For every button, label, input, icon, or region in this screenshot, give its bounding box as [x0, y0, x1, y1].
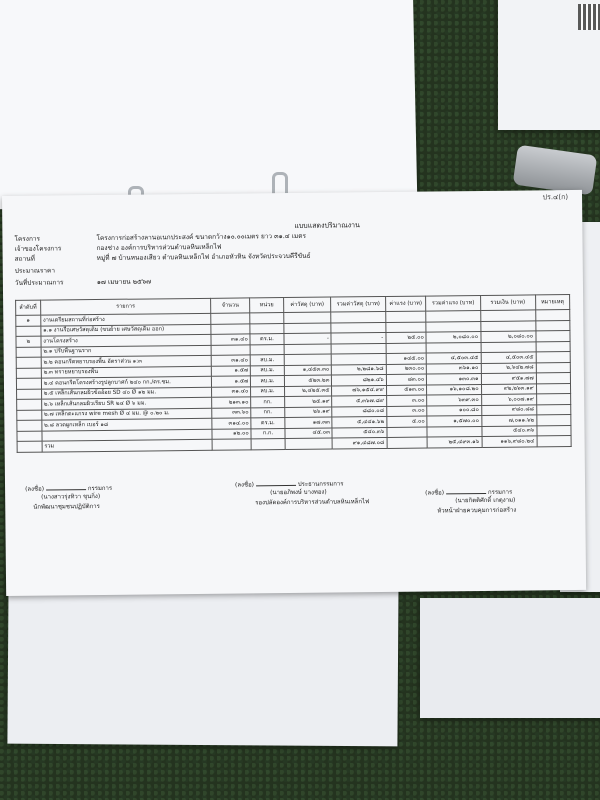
table-cell: ๙๑,๔๘๗.๐๘	[333, 437, 387, 448]
table-cell	[426, 321, 480, 332]
table-cell: ๒	[16, 336, 41, 347]
table-cell: ลบ.ม.	[251, 365, 284, 376]
table-cell	[536, 383, 570, 394]
header-location	[14, 251, 311, 264]
signature-prefix: (ลงชื่อ)	[25, 485, 45, 493]
header-owner	[14, 242, 222, 253]
table-cell: ๑๗.๓๓	[284, 417, 332, 428]
signature-position-3: หัวหน้าฝ่ายควบคุมการก่อสร้าง	[437, 506, 517, 515]
table-cell: ๓๓.๖๐	[212, 407, 251, 418]
document-title: แบบแสดงปริมาณงาน	[294, 221, 360, 230]
table-cell	[331, 322, 385, 333]
table-cell	[211, 313, 250, 324]
table-cell	[16, 347, 41, 358]
table-cell: ๑.๕๗	[211, 376, 250, 387]
table-cell: -	[284, 333, 332, 344]
table-cell: ตร.ม.	[251, 418, 284, 429]
table-cell	[16, 357, 41, 368]
table-cell: กก.	[251, 397, 284, 408]
signature-role: กรรมการ	[487, 488, 513, 496]
header-label: สถานที่	[14, 254, 35, 263]
table-cell: ๔,๕๐๓.๔๕	[427, 352, 481, 363]
table-cell: ๑๐๐.๘๐	[427, 405, 481, 416]
table-cell	[17, 399, 42, 410]
table-cell: ๑.๕๗	[211, 365, 250, 376]
table-cell	[16, 378, 41, 389]
table-cell: ๓๑.๔๐	[211, 355, 250, 366]
table-cell	[387, 427, 428, 438]
header-project	[14, 231, 306, 244]
table-cell	[250, 323, 283, 334]
table-cell: ๑๔๕.๐๐	[386, 353, 427, 364]
column-header: รวมค่าแรง (บาท)	[426, 295, 480, 311]
table-cell	[16, 326, 41, 337]
table-cell	[480, 320, 535, 331]
table-cell: ๑	[16, 315, 41, 326]
table-cell: ๒๕,๔๙๓.๑๖	[427, 436, 481, 447]
signature-role: ประธานกรรมการ	[297, 480, 344, 488]
table-cell	[17, 389, 42, 400]
table-cell	[536, 362, 570, 373]
signature-name-2: (นายอภิพงษ์ บางทอง)	[270, 488, 327, 497]
boq-document	[2, 190, 586, 596]
signature-name-3: (นายกิตติศักดิ์ เกตุงาม)	[455, 496, 516, 505]
table-cell: ๖๓๙.๓๐	[427, 394, 481, 405]
page-number: ปร.๔(ก)	[542, 193, 569, 202]
header-value: ๑๗ เมษายน ๒๕๖๗	[96, 277, 152, 287]
column-header: ค่าวัสดุ (บาท)	[283, 297, 331, 313]
column-header: ลำดับที่	[16, 300, 41, 315]
table-cell: ๕๔๐.๓๖	[482, 425, 537, 436]
table-cell: ๓๑.๔๐	[211, 334, 250, 345]
table-cell: งานโครงสร้าง	[41, 334, 211, 346]
table-cell: ๒,๖๔๒.๗๘	[481, 362, 536, 373]
table-cell: ๒.๑ ปรับพื้นฐานราก	[41, 345, 211, 357]
table-cell	[536, 404, 570, 415]
bill-of-quantities-table	[15, 294, 572, 452]
table-cell	[285, 438, 333, 449]
table-cell: ๙๕๑.๗๗	[481, 373, 536, 384]
signature-mark-icon	[46, 477, 86, 490]
table-cell: ๒.๓ ทรายหยาบรองพื้น	[41, 366, 211, 378]
table-cell	[212, 439, 251, 450]
table-cell: ๒,๒๘๑.๖๘	[332, 364, 386, 375]
table-cell: ๕,๓๖๗.๘๙	[332, 395, 386, 406]
table-cell: ๔,๕๐๓.๔๕	[481, 352, 536, 363]
table-cell	[536, 373, 570, 384]
table-cell	[284, 354, 332, 365]
column-header: รวมค่าวัสดุ (บาท)	[331, 296, 385, 312]
table-cell: ๑,๕๗๐.๐๐	[427, 415, 481, 426]
table-cell	[387, 437, 428, 448]
table-cell: ตร.ม.	[250, 334, 283, 345]
table-cell: ๓.๐๐	[386, 406, 427, 417]
table-cell	[537, 415, 571, 426]
table-cell: ๒,๐๘๐.๐๐	[481, 331, 536, 342]
table-cell: ๒๑๓.๑๐	[212, 397, 251, 408]
header-value: กองช่าง องค์การบริหารส่วนตำบลหินเหล็กไฟ	[96, 242, 222, 253]
table-cell: ๒๕.๐๐	[386, 332, 427, 343]
table-cell: ๑.๑ งานรื้อเศษวัสดุเดิม (ขนย้าย เศษวัสดุเดิม ออก)	[41, 324, 211, 336]
table-cell	[284, 344, 332, 355]
header-value: โครงการก่อสร้างลานอเนกประสงค์ ขนาดกว้าง๑๐.๐๐เมตร ยาว ๓๑.๔ เมตร	[96, 231, 306, 243]
table-cell	[386, 343, 427, 354]
table-cell: ๕๑๓.๐๐	[386, 385, 427, 396]
table-cell: ๗,๐๑๑.๖๒	[481, 415, 536, 426]
table-cell	[427, 426, 481, 437]
table-cell: ลบ.ม.	[251, 355, 284, 366]
table-cell: -	[331, 332, 385, 343]
signature-mark-icon	[446, 481, 486, 494]
table-cell	[536, 331, 570, 342]
back-sheet-bottom-left	[7, 574, 398, 747]
table-cell	[283, 312, 331, 323]
signature-role: กรรมการ	[87, 484, 113, 493]
table-cell: ๙๒,๒๖๓.๑๙	[481, 383, 536, 394]
table-cell: ๕๔๐.๓๖	[332, 427, 386, 438]
table-cell	[332, 353, 386, 364]
table-cell	[426, 342, 480, 353]
column-header: หน่วย	[250, 298, 283, 313]
header-label: ประมาณราคา	[14, 266, 56, 275]
table-cell: ๓๑.๔๐	[212, 386, 251, 397]
table-cell: ๒๕.๑๙	[284, 396, 332, 407]
table-cell: ๒.๒ คอนกรีตหยาบรองพื้น อัตราส่วน ๑:๓	[41, 355, 211, 367]
table-cell	[283, 323, 331, 334]
table-cell: ๒.๗ เหล็กตะแกรง wire mesh Ø ๔ มม. @ ๐.๒๐ ม.	[41, 408, 211, 420]
table-cell: ๓.๐๐	[386, 395, 427, 406]
column-header: รายการ	[40, 298, 210, 315]
table-cell: ๒.๘ ลวดผูกเหล็ก เบอร์ ๑๘	[42, 418, 212, 430]
table-cell: ๑๖,๑๐๘.๒๐	[427, 384, 481, 395]
table-cell: ก.ก.	[251, 428, 284, 439]
table-cell: ๘๓.๐๐	[386, 374, 427, 385]
table-cell: ๑๑๖,๙๘๐.๒๔	[482, 436, 537, 447]
signature-mark-icon	[256, 473, 296, 486]
table-cell	[17, 410, 42, 421]
table-cell	[17, 441, 42, 452]
table-cell	[537, 425, 571, 436]
qr-code-icon	[578, 4, 600, 30]
table-cell: ๖,๐๐๗.๑๙	[481, 394, 536, 405]
table-cell: ๕.๐๐	[387, 416, 428, 427]
table-cell: ลบ.ม.	[251, 386, 284, 397]
table-cell	[480, 310, 535, 321]
table-cell	[331, 311, 385, 322]
table-cell: ๒,๔๒๕.๓๕	[284, 386, 332, 397]
table-cell: ๙๘๐.๘๘	[481, 404, 536, 415]
table-cell: ๓๖๑.๑๐	[427, 363, 481, 374]
table-cell	[536, 320, 570, 331]
column-header: ค่าแรง (บาท)	[385, 296, 426, 311]
table-cell	[16, 368, 41, 379]
table-cell	[426, 310, 480, 321]
header-date	[14, 277, 152, 288]
table-cell	[17, 420, 42, 431]
back-sheet-topright	[498, 0, 600, 130]
table-cell: ๒.๖ เหล็กเส้นกลมผิวเรียบ SR ๒๔ Ø ๖ มม.	[41, 397, 211, 409]
table-cell	[481, 341, 536, 352]
table-cell: ๒.๕ เหล็กเส้นกลมผิวข้ออ้อย SD ๔๐ Ø ๑๒ มม.	[41, 387, 211, 399]
table-cell: ๑,๔๕๓.๓๐	[284, 365, 332, 376]
signature-prefix: (ลงชื่อ)	[425, 489, 445, 497]
table-cell	[250, 344, 283, 355]
table-cell: รวม	[42, 439, 212, 451]
back-sheet-top	[0, 0, 417, 209]
table-cell: ๕,๔๔๑.๖๒	[332, 416, 386, 427]
table-cell	[211, 323, 250, 334]
table-cell	[536, 394, 570, 405]
back-sheet-bottom-right	[420, 598, 600, 718]
table-cell: ๑๓๐.๓๑	[427, 373, 481, 384]
header-label: เจ้าของโครงการ	[14, 244, 62, 253]
table-cell	[17, 431, 42, 442]
header-label: วันที่ประมาณการ	[14, 278, 64, 287]
column-header: จำนวน	[211, 298, 250, 313]
header-estimator	[15, 265, 55, 275]
table-cell	[211, 344, 250, 355]
table-cell	[536, 352, 570, 363]
table-cell	[386, 322, 427, 333]
signature-position-2: รองปลัดองค์การบริหารส่วนตำบลหินเหล็กไฟ	[255, 498, 370, 507]
header-label: โครงการ	[14, 234, 41, 243]
table-cell: กก.	[251, 407, 284, 418]
table-cell: ๕๒๓.๒๓	[284, 375, 332, 386]
table-cell	[251, 439, 284, 450]
table-cell: ๘๘๐.๐๘	[332, 406, 386, 417]
table-cell: ลบ.ม.	[251, 376, 284, 387]
table-cell	[385, 311, 426, 322]
column-header: หมายเหตุ	[535, 295, 569, 310]
column-header: รวมเงิน (บาท)	[480, 295, 535, 311]
table-cell: งานเตรียมสถานที่ก่อสร้าง	[40, 313, 210, 325]
table-cell: ๒.๔ คอนกรีตโครงสร้างรูปลูกบาศก์ ๒๔๐ กก./ตร.ซม.	[41, 376, 211, 388]
signature-name-1: (นางสาวรุ่งทิวา ขุนกิ่ง)	[41, 492, 101, 501]
table-cell: ๑๒.๐๐	[212, 428, 251, 439]
table-cell: ๒,๐๘๐.๐๐	[426, 331, 480, 342]
table-cell: ๔๕.๐๓	[285, 428, 333, 439]
table-cell: ๒๖.๑๙	[284, 407, 332, 418]
signature-position-1: นักพัฒนาชุมชนปฏิบัติการ	[33, 502, 100, 511]
table-cell: ๗๖,๑๕๔.๙๙	[332, 385, 386, 396]
table-cell: ๒๓๐.๐๐	[386, 364, 427, 375]
table-cell	[332, 343, 386, 354]
header-value: หมู่ที่ ๗ บ้านหนองเสียว ตำบลหินเหล็กไฟ อำเภอหัวหิน จังหวัดประจวบคีรีขันธ์	[96, 251, 311, 263]
table-cell	[536, 341, 570, 352]
table-cell	[535, 310, 569, 321]
table-cell: ๓๑๔.๐๐	[212, 418, 251, 429]
table-cell	[537, 436, 571, 447]
signature-prefix: (ลงชื่อ)	[235, 481, 255, 489]
table-cell: ๘๒๑.๔๖	[332, 374, 386, 385]
table-cell	[250, 313, 283, 324]
